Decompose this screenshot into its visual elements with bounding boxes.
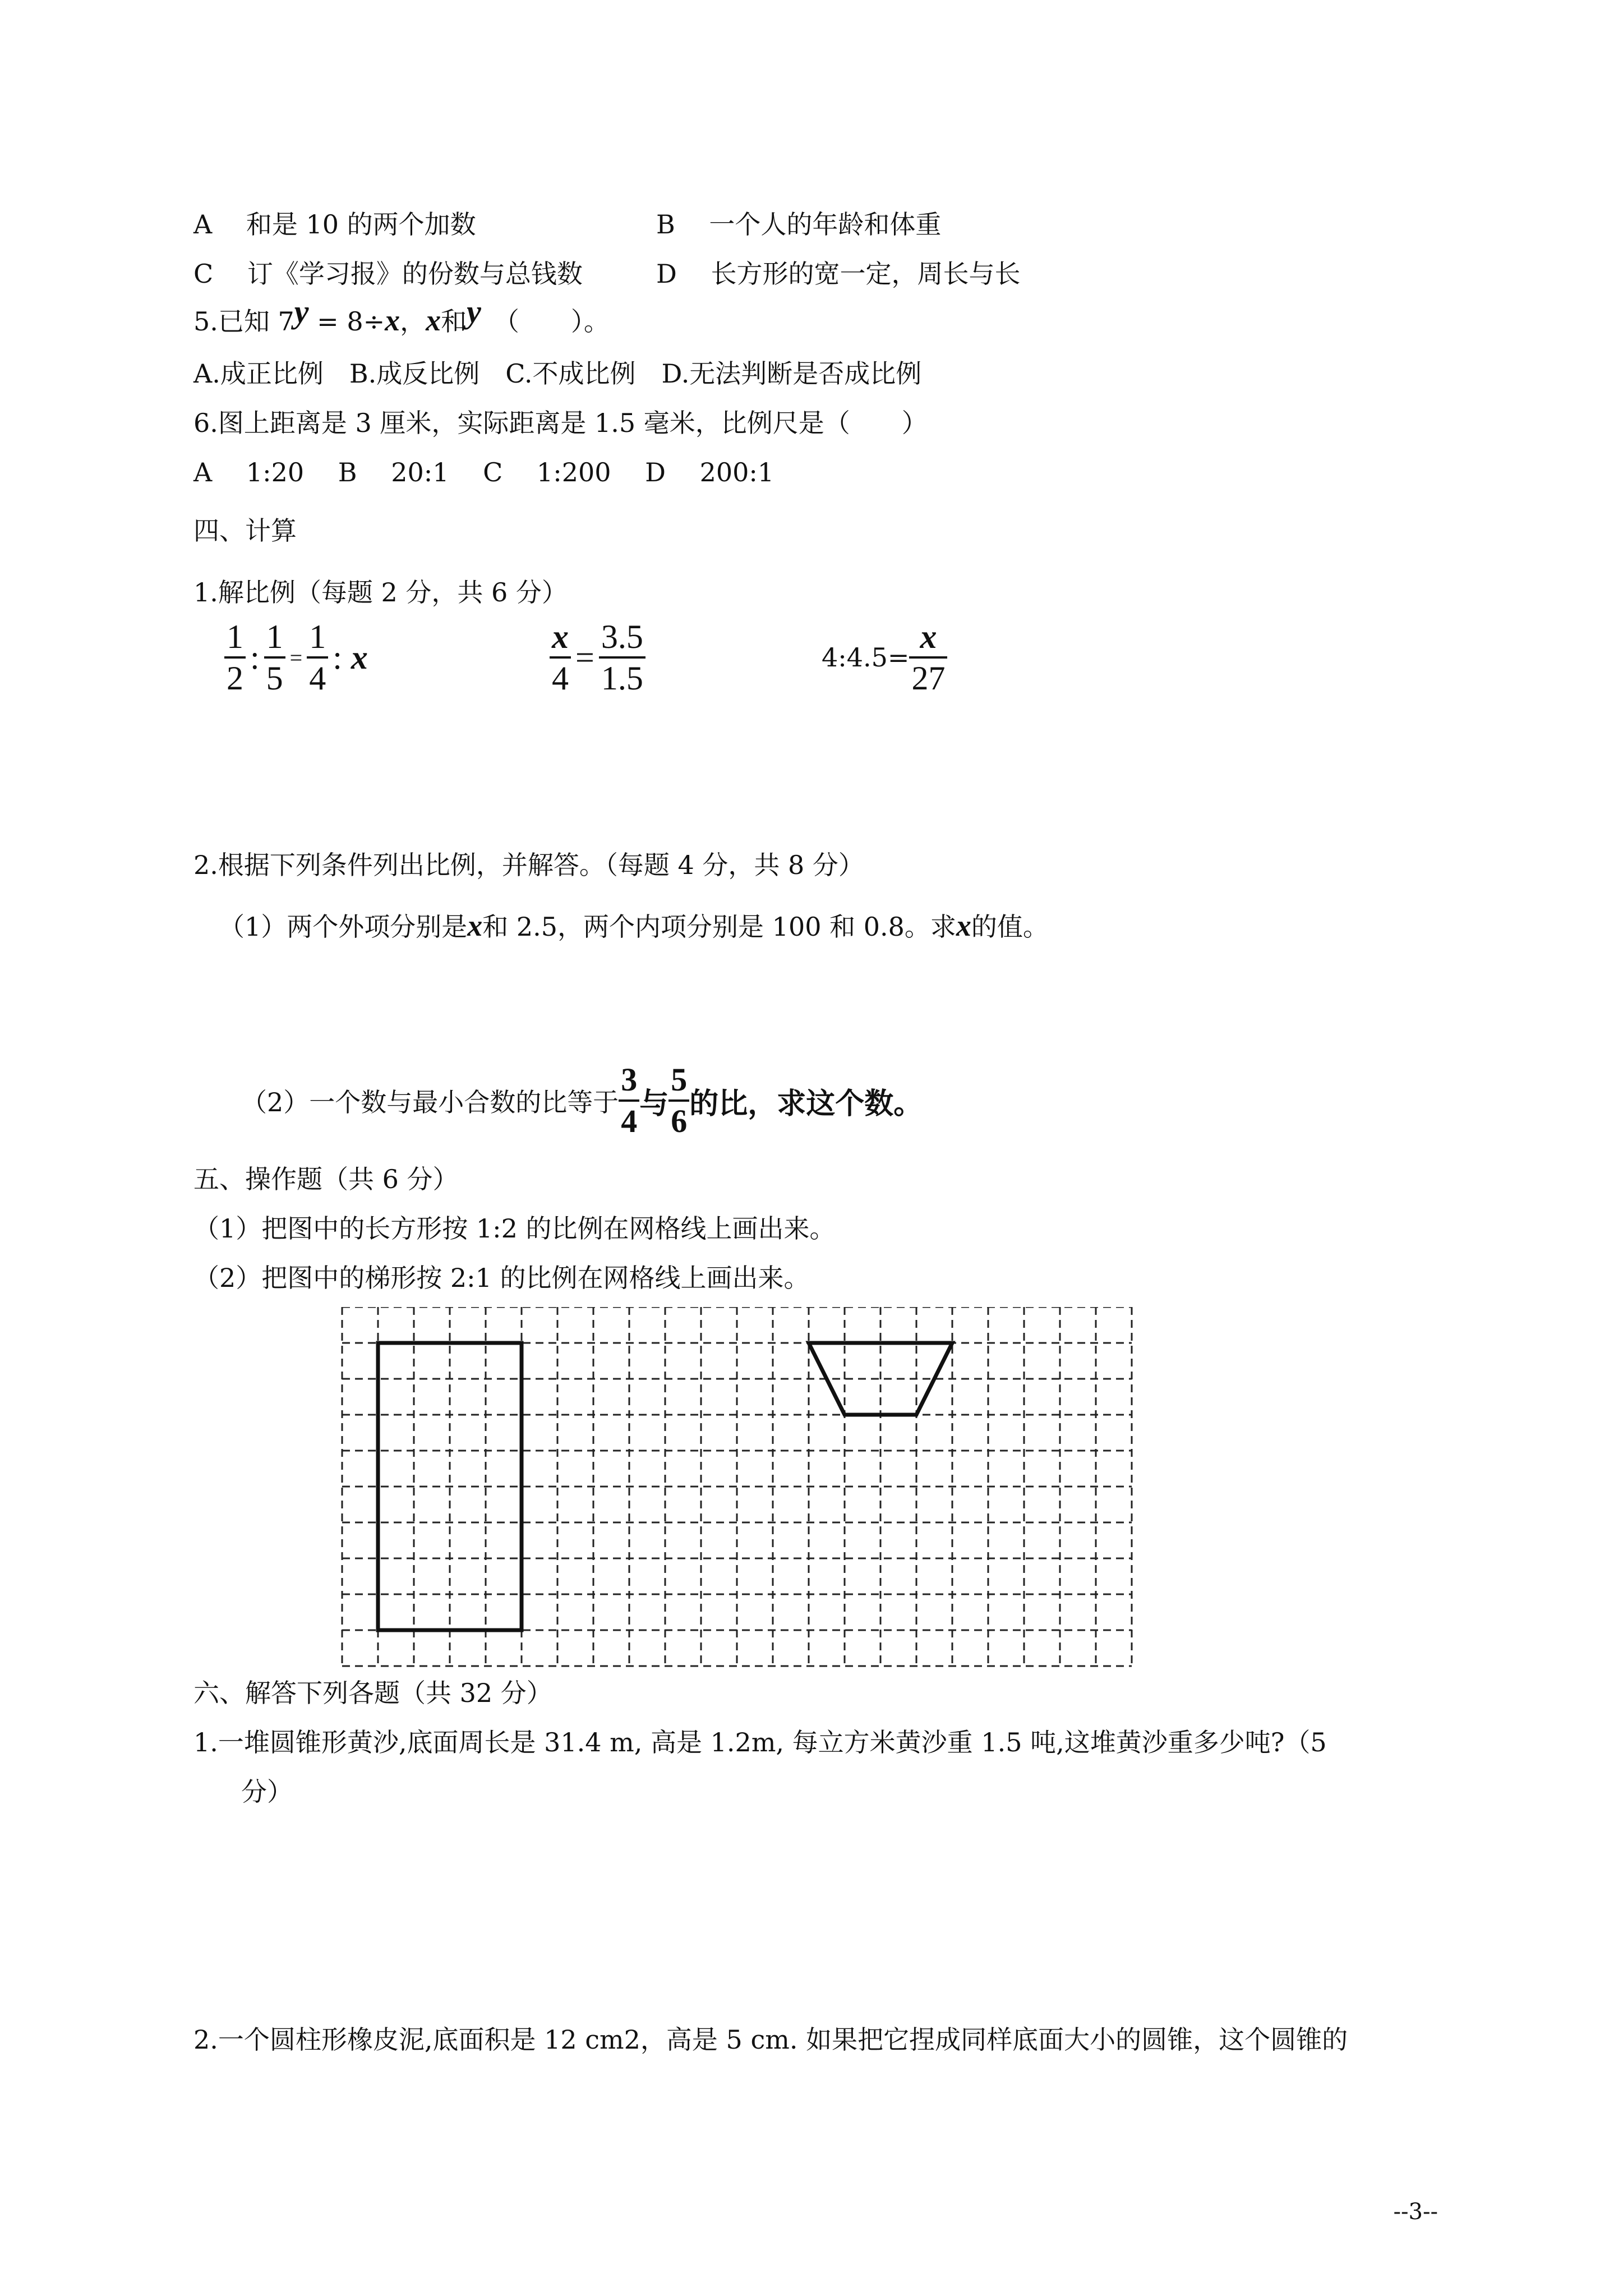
page-number: --3-- [1393,2199,1438,2225]
q5-suffix: （ ）。 [493,306,610,337]
eq3-fraction: $\frac{x}{27}$ [909,617,947,698]
q4-option-b: B 一个人的年龄和体重 [656,209,942,240]
eq1-fraction-1: $\frac{1}{2}$ [224,617,246,698]
equation-3: 4:4.5= $\frac{x}{27}$ [822,617,947,698]
section-4-q2-2: （2）一个数与最小合数的比等于 $\frac{3}{4}$ 与 $\frac{5}{6}$ 的比，求这个数。 [241,1060,923,1141]
section-6-heading: 六、解答下列各题（共 32 分） [193,1678,552,1708]
q6-options: A 1:20 B 20:1 C 1:200 D 200:1 [193,457,774,487]
section-5-item-1: （1）把图中的长方形按 1:2 的比例在网格线上画出来。 [193,1213,836,1244]
q5-var-y2: y [467,293,481,330]
q5-prefix: 5.已知 7 [193,306,294,337]
equation-2: $\frac{x}{4}$ = $\frac{3.5}{1.5}$ [550,617,645,698]
eq1-fraction-3: $\frac{1}{4}$ [307,617,328,698]
dashed-grid-figure [336,1307,1144,1677]
q6-question: 6.图上距离是 3 厘米，实际距离是 1.5 毫米，比例尺是（ ） [193,408,928,438]
q5-question [193,293,610,338]
section-5-heading: 五、操作题（共 6 分） [193,1164,459,1194]
q5-options: A.成正比例 B.成反比例 C.不成比例 D.无法判断是否成比例 [193,358,922,389]
q4-option-c: C 订《学习报》的份数与总钱数 [193,259,583,289]
section-6-q2: 2.一个圆柱形橡皮泥,底面积是 12 cm2，高是 5 cm. 如果把它捏成同样底面大小的圆锥，这个圆锥的 [193,2024,1348,2055]
q5-and: 和 [441,306,467,337]
section-4-q1: 1.解比例（每题 2 分，共 6 分） [193,577,568,608]
equation-1: $\frac{1}{2}$ : $\frac{1}{5}$ = $\frac{1}{4}$ : x [224,617,372,698]
q5-var-y: y [294,293,309,330]
q2-2-fraction-1: $\frac{3}{4}$ [619,1060,639,1141]
q5-var-x2: x [426,303,441,337]
section-6-q1-line1: 1.一堆圆锥形黄沙,底面周长是 31.4 m, 高是 1.2m, 每立方米黄沙重 1.5 吨,这堆黄沙重多少吨?（5 [193,1727,1327,1757]
section-4-q2-1: （1）两个外项分别是x和 2.5，两个内项分别是 100 和 0.8。求x的值。 [219,909,1049,942]
eq2-fraction-1: $\frac{x}{4}$ [550,617,571,698]
q4-option-a: A 和是 10 的两个加数 [193,209,476,240]
q5-mid: = 8÷ [308,306,385,337]
section-5-item-2: （2）把图中的梯形按 2:1 的比例在网格线上画出来。 [193,1263,810,1293]
section-4-heading: 四、计算 [193,516,297,546]
q4-option-d: D 长方形的宽一定，周长与长 [656,259,1021,289]
section-4-q2: 2.根据下列条件列出比例，并解答。（每题 4 分，共 8 分） [193,850,864,880]
eq1-fraction-2: $\frac{1}{5}$ [264,617,285,698]
q5-sep: ， [400,306,426,337]
q5-var-x: x [385,303,400,337]
q2-2-fraction-2: $\frac{5}{6}$ [668,1060,689,1141]
eq2-fraction-2: $\frac{3.5}{1.5}$ [599,617,645,698]
section-6-q1-line2: 分） [241,1777,293,1807]
